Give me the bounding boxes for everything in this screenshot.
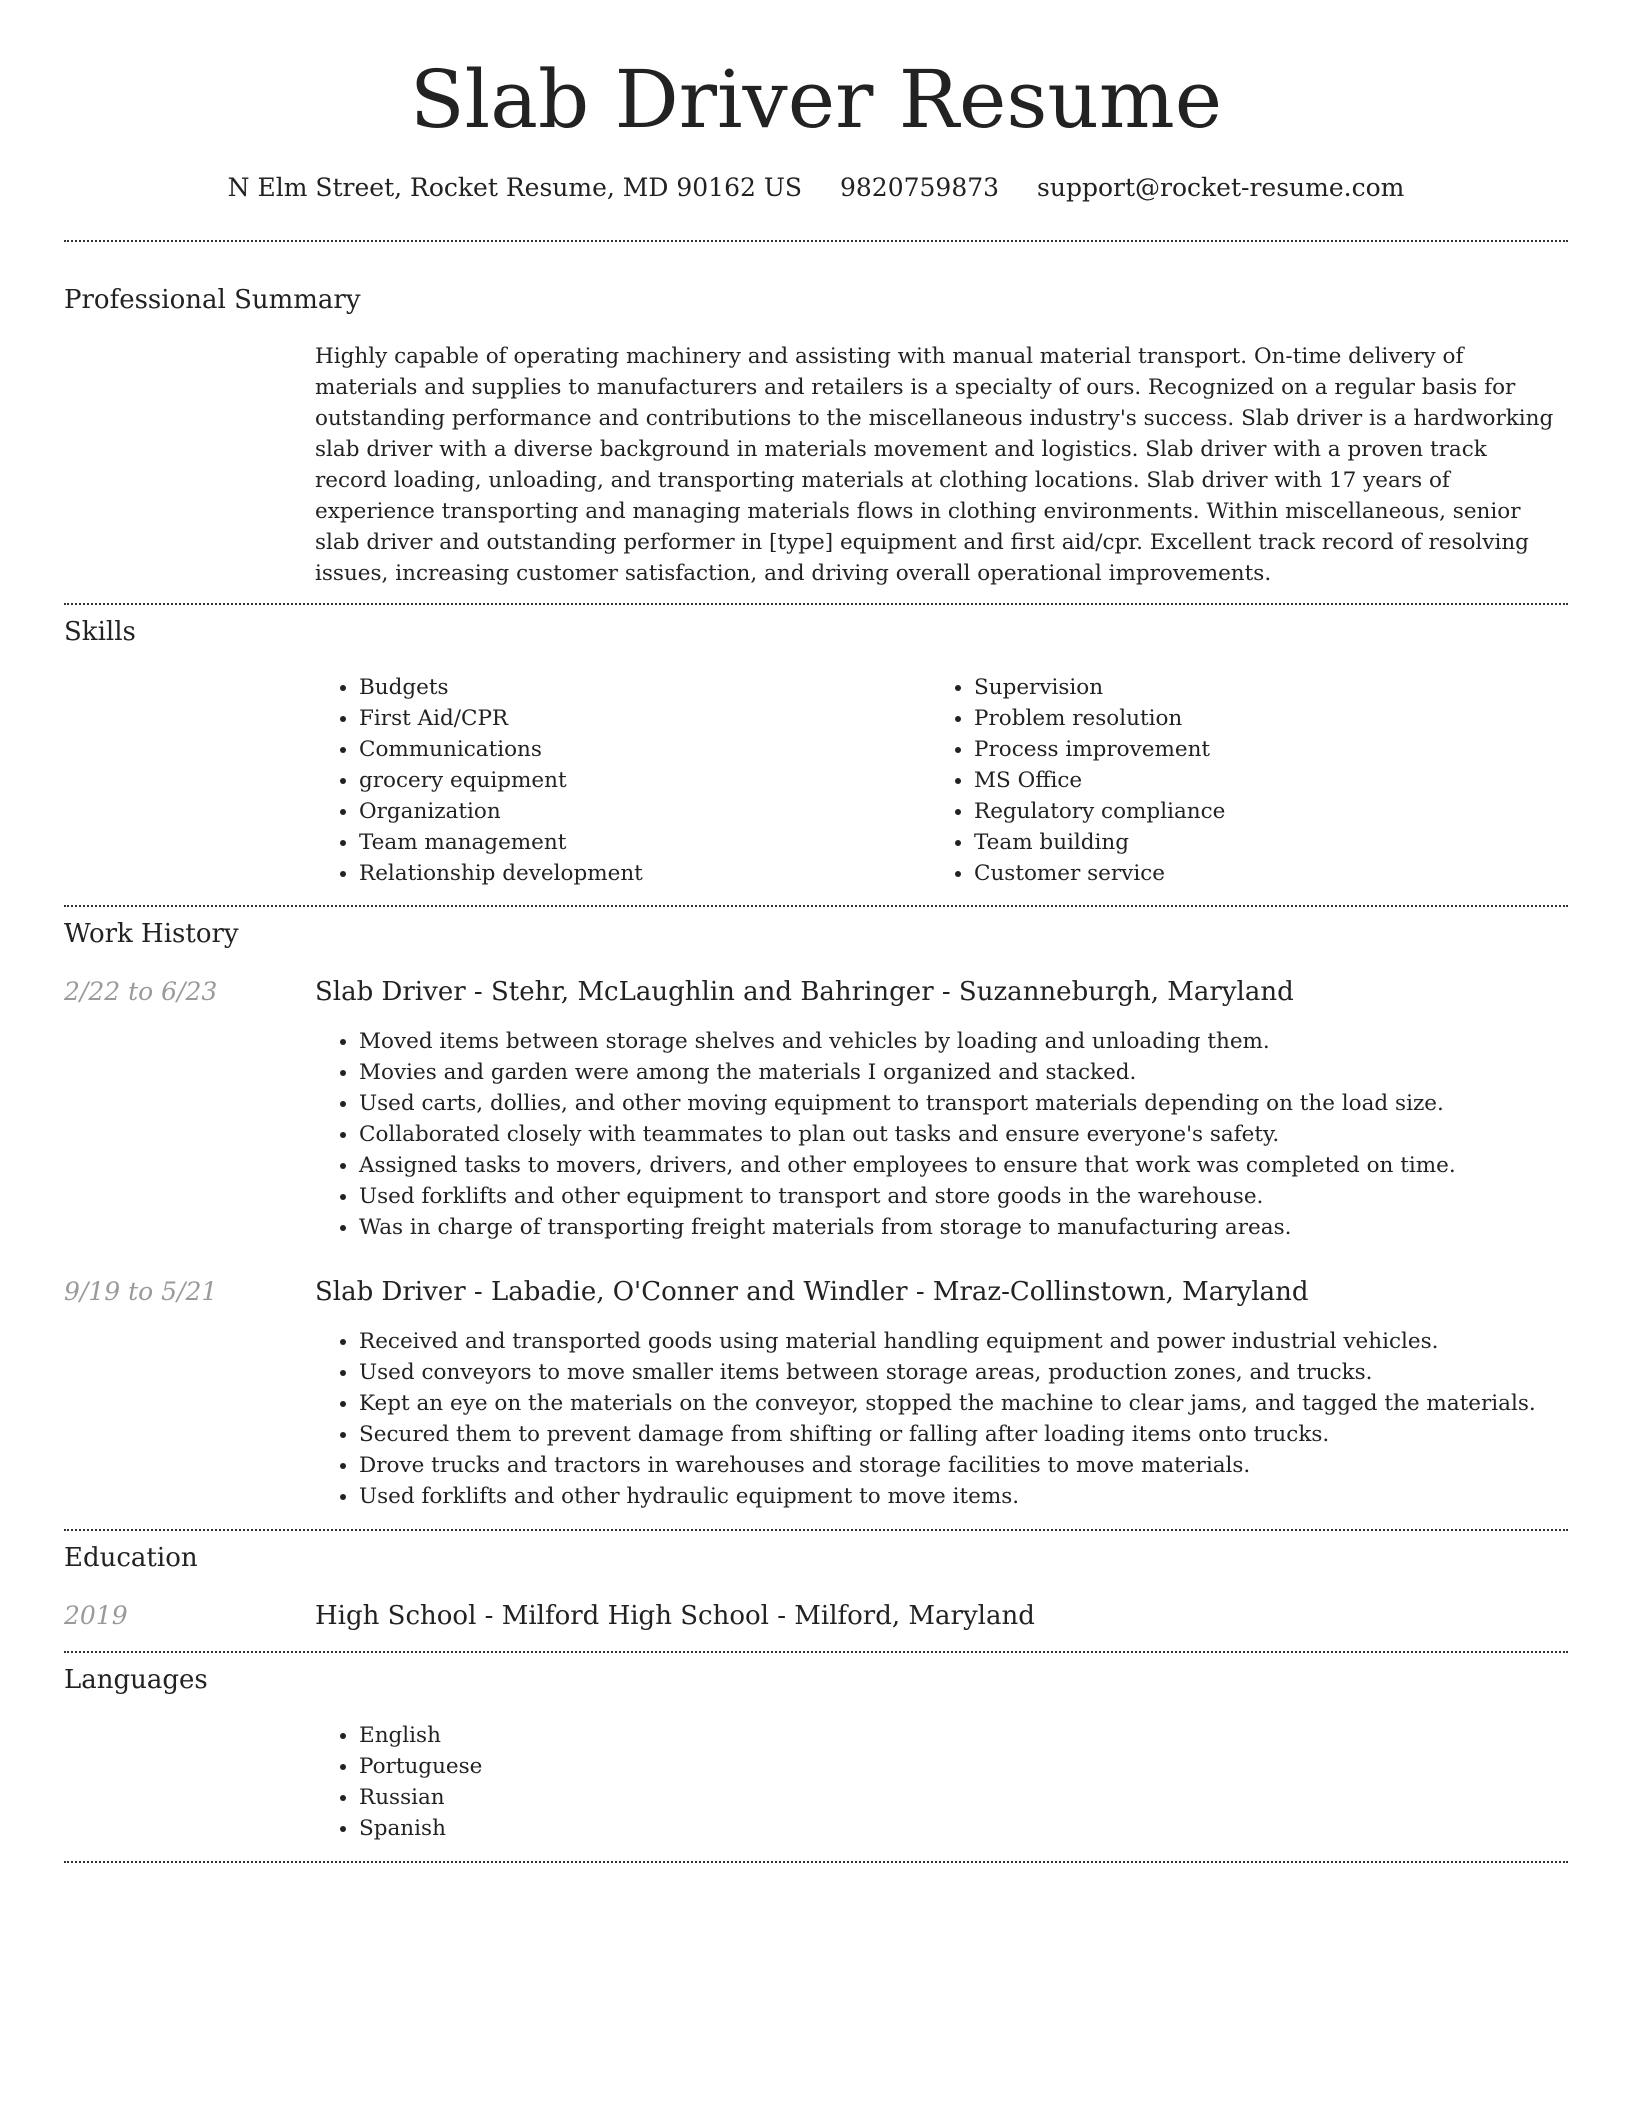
- job-heading: Slab Driver - Labadie, O'Conner and Windler - Mraz-Collinstown, Maryland: [315, 1277, 1309, 1307]
- section-divider: [64, 1529, 1568, 1531]
- job-duty: • Used forklifts and other hydraulic equipment to move items.: [359, 1481, 1536, 1512]
- job-dates: 9/19 to 5/21: [64, 1277, 218, 1306]
- education-year: 2019: [64, 1601, 128, 1630]
- skill-item: • MS Office: [974, 765, 1225, 796]
- job-duty: • Was in charge of transporting freight materials from storage to manufacturing areas.: [359, 1212, 1456, 1243]
- language-item: • English: [359, 1720, 482, 1751]
- job-duties-list: [315, 1326, 1536, 1512]
- skill-item: • Process improvement: [974, 734, 1225, 765]
- education-heading: Education: [64, 1543, 198, 1573]
- resume-name: Slab Driver Resume: [409, 53, 1223, 146]
- skills-heading: Skills: [64, 617, 136, 647]
- languages-list: [315, 1720, 482, 1844]
- work-heading: Work History: [64, 919, 239, 949]
- job-duty: • Movies and garden were among the materials I organized and stacked.: [359, 1057, 1456, 1088]
- contact-address: N Elm Street, Rocket Resume, MD 90162 US: [227, 173, 803, 202]
- skill-item: • grocery equipment: [359, 765, 643, 796]
- skills-list-right: [930, 672, 1225, 889]
- skill-item: • Problem resolution: [974, 703, 1225, 734]
- education-heading-line: High School - Milford High School - Milford, Maryland: [315, 1601, 1035, 1631]
- job-duty: • Moved items between storage shelves and vehicles by loading and unloading them.: [359, 1026, 1456, 1057]
- skill-item: • Customer service: [974, 858, 1225, 889]
- section-divider: [64, 1651, 1568, 1653]
- job-duty: • Used carts, dollies, and other moving equipment to transport materials depending on the load size.: [359, 1088, 1456, 1119]
- contact-email: support@rocket-resume.com: [1037, 173, 1405, 202]
- section-divider: [64, 240, 1568, 242]
- skill-item: • Team building: [974, 827, 1225, 858]
- skill-item: • Supervision: [974, 672, 1225, 703]
- job-duty: • Drove trucks and tractors in warehouses and storage facilities to move materials.: [359, 1450, 1536, 1481]
- contact-line: [0, 170, 1632, 206]
- job-duty: • Kept an eye on the materials on the conveyor, stopped the machine to clear jams, and tagged the materials.: [359, 1388, 1536, 1419]
- language-item: • Russian: [359, 1782, 482, 1813]
- skill-item: • Communications: [359, 734, 643, 765]
- job-dates: 2/22 to 6/23: [64, 977, 218, 1006]
- skill-item: • First Aid/CPR: [359, 703, 643, 734]
- skill-item: • Team management: [359, 827, 643, 858]
- job-heading: Slab Driver - Stehr, McLaughlin and Bahringer - Suzanneburgh, Maryland: [315, 977, 1294, 1007]
- languages-heading: Languages: [64, 1665, 208, 1695]
- job-duty: • Collaborated closely with teammates to plan out tasks and ensure everyone's safety.: [359, 1119, 1456, 1150]
- job-duty: • Used conveyors to move smaller items between storage areas, production zones, and trucks.: [359, 1357, 1536, 1388]
- job-duty: • Received and transported goods using material handling equipment and power industrial vehicles.: [359, 1326, 1536, 1357]
- summary-heading: Professional Summary: [64, 285, 361, 315]
- job-duty: • Secured them to prevent damage from shifting or falling after loading items onto trucks.: [359, 1419, 1536, 1450]
- language-item: • Spanish: [359, 1813, 482, 1844]
- skill-item: • Relationship development: [359, 858, 643, 889]
- language-item: • Portuguese: [359, 1751, 482, 1782]
- section-divider: [64, 905, 1568, 907]
- skill-item: • Budgets: [359, 672, 643, 703]
- job-duties-list: [315, 1026, 1456, 1243]
- job-duty: • Used forklifts and other equipment to transport and store goods in the warehouse.: [359, 1181, 1456, 1212]
- contact-phone: 9820759873: [840, 173, 1000, 202]
- skills-list-left: [315, 672, 643, 889]
- skill-item: • Regulatory compliance: [974, 796, 1225, 827]
- section-divider: [64, 603, 1568, 605]
- skill-item: • Organization: [359, 796, 643, 827]
- section-divider: [64, 1861, 1568, 1863]
- job-duty: • Assigned tasks to movers, drivers, and other employees to ensure that work was completed on time.: [359, 1150, 1456, 1181]
- summary-text: Highly capable of operating machinery and assisting with manual material transport. On-time delivery of materials and supplies to manufacturers and retailers is a specialty of ours. Recognized on a regular basis for outstanding performance and contributions to the miscellaneous industry's success. Slab driver is a hardworking slab driver with a diverse background in materials movement and logistics. Slab driver with a proven track record loading, unloading, and transporting materials at clothing locations. Slab driver with 17 years of experience transporting and managing materials flows in clothing environments. Within miscellaneous, senior slab driver and outstanding performer in [type] equipment and first aid/cpr. Excellent track record of resolving issues, increasing customer satisfaction, and driving overall operational improvements.: [315, 344, 1554, 586]
